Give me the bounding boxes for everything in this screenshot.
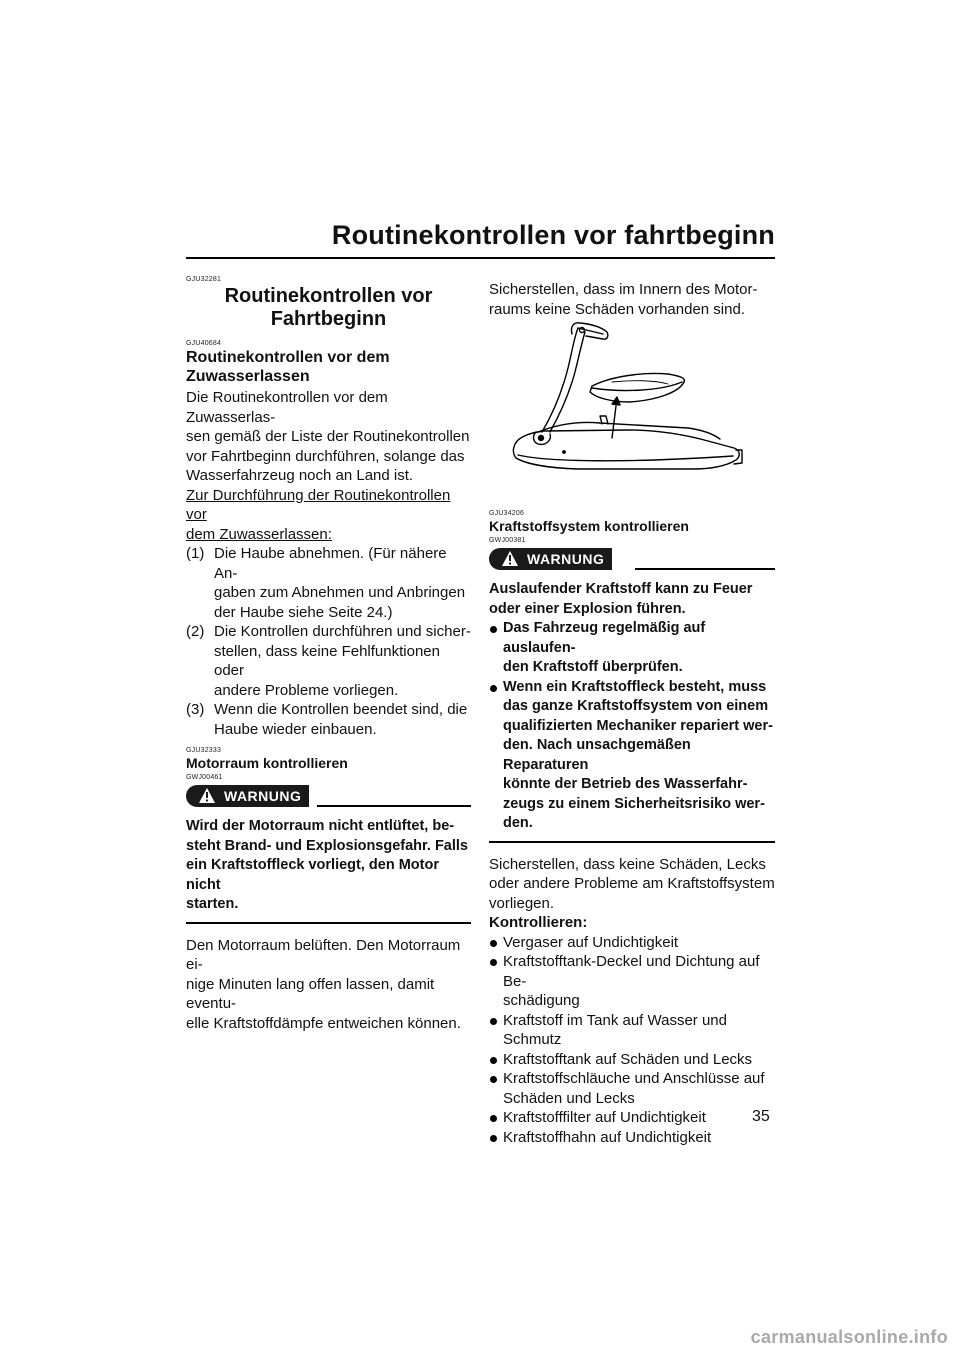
- list-item: Das Fahrzeug regelmäßig auf auslaufen- den Kraftstoff überprüfen.: [489, 619, 775, 678]
- header-rule: [186, 257, 775, 259]
- intro-paragraph: Die Routinekontrollen vor dem Zuwasserlas- sen gemäß der Liste der Routinekontrollen vor Fahrtbeginn durchführen, solange das Wasserfahrzeug noch an Land ist.: [186, 389, 470, 484]
- page-header-title: Routinekontrollen vor fahrtbeginn: [331, 220, 775, 250]
- section-code: GJU32281: [186, 276, 222, 283]
- warning-header: [186, 785, 471, 811]
- right-column: [489, 280, 775, 319]
- list-item: Kraftstofftank-Deckel und Dichtung auf Be- schädigung: [489, 952, 775, 1011]
- procedure-steps: [186, 544, 471, 739]
- body-paragraph: Den Motorraum belüften. Den Motorraum ei- nige Minuten lang offen lassen, damit eventu- elle Kraftstoffdämpfe entweichen können.: [186, 936, 461, 1032]
- section-heading: Routinekontrollen vor Fahrtbeginn: [224, 285, 433, 330]
- list-item: Kraftstoffhahn auf Undichtigkeit: [489, 1128, 775, 1148]
- list-item: Wenn ein Kraftstoffleck besteht, muss das ganze Kraftstoffsystem von einem qualifizierten Mechaniker repariert wer- den. Nach unsachgemäßen Reparaturen könnte der Betrieb des Wasserfahr- zeugs zu einem Sicherheitsrisiko wer- den.: [489, 678, 775, 834]
- jet-ski-illustration: [508, 320, 746, 480]
- list-item: Kraftstoff im Tank auf Wasser und Schmutz: [489, 1011, 775, 1050]
- warning-header: [489, 548, 775, 574]
- warning-triangle-icon: [198, 787, 216, 804]
- warning-badge: WARNUNG: [489, 548, 612, 570]
- list-item: Vergaser auf Undichtigkeit: [489, 933, 775, 953]
- warning-badge: WARNUNG: [186, 785, 309, 807]
- warning-end-rule: [489, 841, 775, 843]
- warning-rule: [635, 568, 775, 570]
- list-item: Kraftstofftank auf Schäden und Lecks: [489, 1050, 775, 1070]
- warning-text: Auslaufender Kraftstoff kann zu Feuer oder einer Explosion führen. Das Fahrzeug regelmäßig auf auslaufen- den Kraftstoff überprüfen. Wenn ein Kraftstoffleck besteht, muss das ganze Kraftstoffsystem von einem qualifizierten Mechaniker repariert wer- den. Nach unsachgemäßen Reparaturen könnte der Betrieb des Wasserfahr- zeugs zu einem Sicherheitsrisiko wer- den.: [489, 580, 775, 834]
- subsection-heading: Motorraum kontrollieren: [186, 755, 348, 771]
- list-item: Kraftstoffschläuche und Anschlüsse auf Schäden und Lecks: [489, 1069, 775, 1108]
- warning-bullets: [489, 619, 775, 834]
- warning-code: GWJ00461: [186, 774, 223, 781]
- section-code: GJU32333: [186, 747, 222, 754]
- body-paragraph: Sicherstellen, dass keine Schäden, Lecks oder andere Probleme am Kraftstoffsystem vorliegen.: [489, 855, 775, 912]
- check-list: [489, 933, 775, 1148]
- list-item: (3) Wenn die Kontrollen beendet sind, die Haube wieder einbauen.: [186, 701, 468, 738]
- warning-end-rule: [186, 922, 471, 924]
- list-item: Kraftstofffilter auf Undichtigkeit: [489, 1108, 775, 1128]
- right-column-lower: [489, 510, 775, 1147]
- footer-watermark: carmanualsonline.info: [750, 1327, 948, 1347]
- warning-rule: [317, 805, 471, 807]
- warning-text: Wird der Motorraum nicht entlüftet, be- steht Brand- und Explosionsgefahr. Falls ein Kraftstoffleck vorliegt, den Motor nicht starten.: [186, 818, 468, 912]
- procedure-label: Zur Durchführung der Routinekontrollen vor dem Zuwasserlassen:: [186, 486, 451, 543]
- check-label: Kontrollieren:: [489, 914, 588, 931]
- list-item: (1) Die Haube abnehmen. (Für nähere An- gaben zum Abnehmen und Anbringen der Haube siehe Seite 24.): [186, 545, 466, 621]
- section-code: GJU34206: [489, 510, 525, 517]
- body-paragraph: Sicherstellen, dass im Innern des Motor- raums keine Schäden vorhanden sind.: [489, 281, 758, 318]
- section-code: GJU40684: [186, 340, 222, 347]
- warning-code: GWJ00381: [489, 537, 526, 544]
- subsection-heading: Kraftstoffsystem kontrollieren: [489, 518, 689, 534]
- warning-triangle-icon: [501, 550, 519, 567]
- subsection-heading: Routinekontrollen vor dem Zuwasserlassen: [186, 349, 390, 385]
- left-column: [186, 276, 471, 1033]
- page-number: 35: [752, 1108, 770, 1125]
- list-item: (2) Die Kontrollen durchführen und sicher- stellen, dass keine Fehlfunktionen oder andere Probleme vorliegen.: [186, 623, 471, 699]
